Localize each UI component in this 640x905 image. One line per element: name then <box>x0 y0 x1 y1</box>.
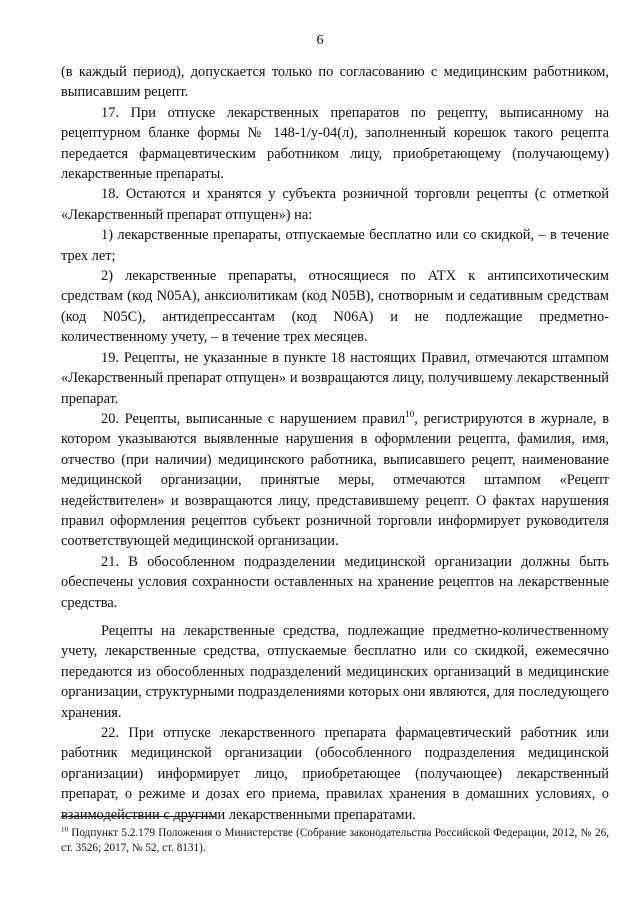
footnote <box>61 826 609 856</box>
paragraph-20-start: 20. Рецепты, выписанные с нарушением правил <box>101 410 406 427</box>
paragraph-20-rest: , регистрируются в журнале, в котором указываются выявленные нарушения в оформлении рецепта, фамилия, имя, отчество (при наличии) медицинского работника, выписавшего рецепт, наименование медицинской организации, принятые меры, отмечаются штампом «Рецепт недействителен» и возвращаются лицу, представившему рецепт. О фактах нарушения правил оформления рецептов субъект розничной торговли информирует руководителя соответствующей медицинской организации. <box>61 410 609 550</box>
footnote-divider <box>61 816 215 817</box>
paragraph-22: 22. При отпуске лекарственного препарата фармацевтический работник или работник медицинской организации (обособленного подразделения медицинской организации) информирует лицо, приобретающее (получающее) лекарственный препарат, о режиме и дозах его приема, правилах хранения в домашних условиях, о взаимодействии с другими лекарственными препаратами. <box>61 725 609 823</box>
paragraph-18-item-2: 2) лекарственные препараты, относящиеся по АТХ к антипсихотическим средствам (код N05A), анксиолитикам (код N05B), снотворным и седативным средствам (код N05C), антидепрессантам (код N06A) и не подлежащие предметно-количественному учету, – в течение трех месяцев. <box>61 268 609 346</box>
paragraph-18: 18. Остаются и хранятся у субъекта розничной торговли рецепты (с отметкой «Лекарственный препарат отпущен») на: <box>61 186 609 223</box>
paragraph-21: 21. В обособленном подразделении медицинской организации должны быть обеспечены условия сохранности оставленных на хранение рецептов на лекарственные средства. <box>61 553 609 611</box>
footnote-text: Подпункт 5.2.179 Положения о Министерстве (Собрание законодательства Российской Федерации, 2012, № 26, ст. 3526; 2017, № 52, ст. 8131). <box>61 827 609 854</box>
paragraph-18-item-1: 1) лекарственные препараты, отпускаемые бесплатно или со скидкой, – в течение трех лет; <box>61 227 609 264</box>
paragraph-20 <box>61 409 609 552</box>
paragraph-21-continuation: Рецепты на лекарственные средства, подлежащие предметно-количественному учету, лекарственные средства, отпускаемые бесплатно или со скидкой, ежемесячно передаются из обособленных подразделений медицинских организаций в медицинские организации, структурными подразделениями которых они являются, для последующего хранения. <box>61 622 609 721</box>
paragraph-continuation: (в каждый период), допускается только по согласованию с медицинским работником, выписавшим рецепт. <box>61 64 609 101</box>
page-number: 6 <box>316 33 324 48</box>
paragraph-19: 19. Рецепты, не указанные в пункте 18 настоящих Правил, отмечаются штампом «Лекарственный препарат отпущен» и возвращаются лицу, получившему лекарственный препарат. <box>61 349 609 407</box>
document-body <box>61 62 609 825</box>
paragraph-17: 17. При отпуске лекарственных препаратов по рецепту, выписанному на рецептурном бланке формы № 148-1/у-04(л), заполненный корешок такого рецепта передается фармацевтическим работником лицу, приобретающему (получающему) лекарственные препараты. <box>61 104 609 183</box>
footnote-reference: 10 <box>405 409 415 420</box>
footnote-marker: 10 <box>61 825 68 834</box>
